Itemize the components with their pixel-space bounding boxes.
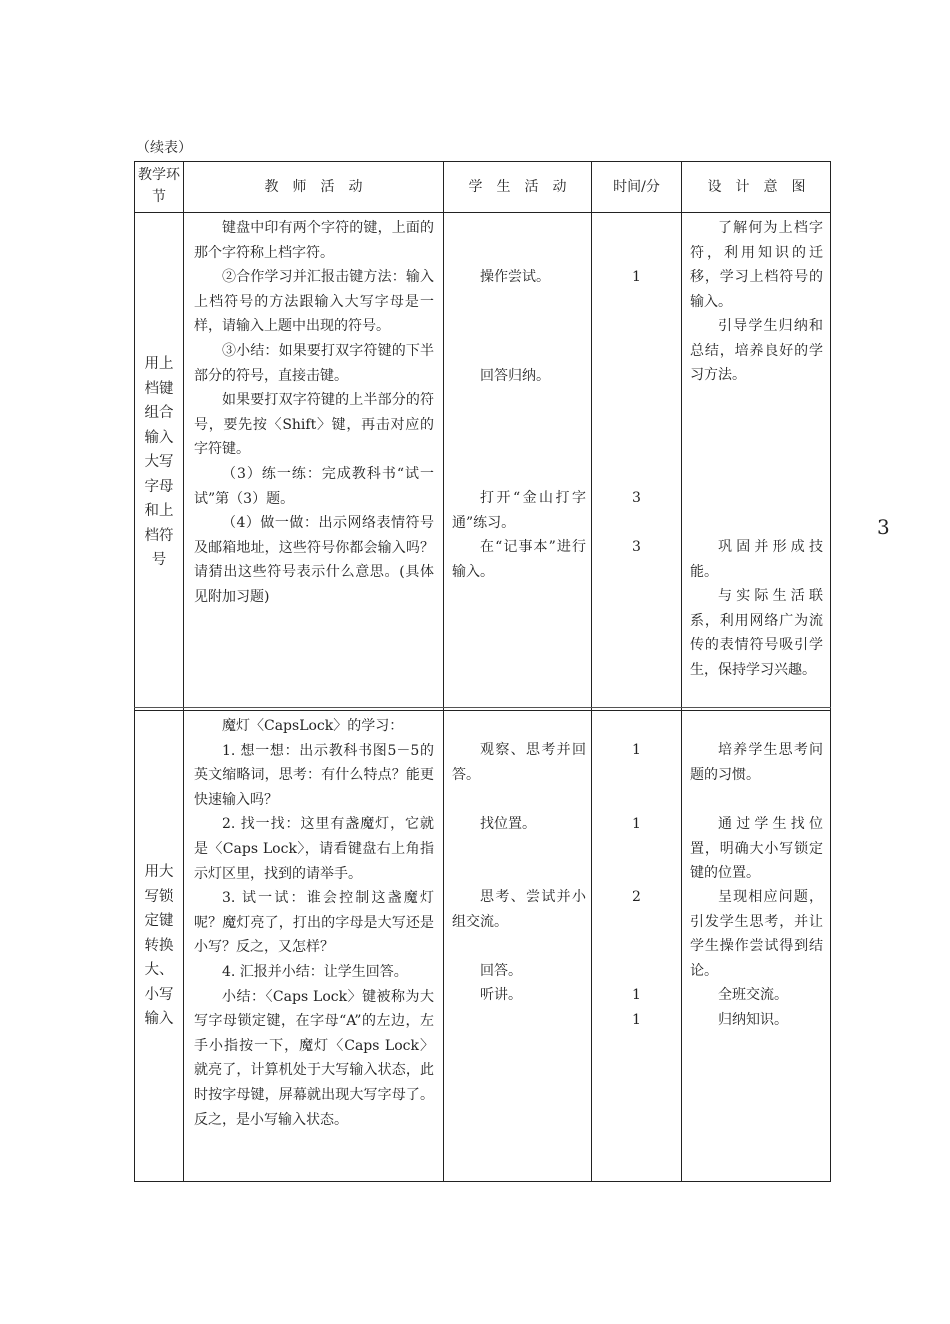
row1-student-item: 在“记事本”进行输入。 bbox=[452, 539, 586, 580]
row2-student-item: 找位置。 bbox=[480, 816, 536, 832]
row2-teacher-para: 1. 想一想：出示教科书图5－5的英文缩略词，思考：有什么特点？能更快速输入吗？ bbox=[194, 742, 434, 808]
row2-teacher-para: 4. 汇报并小结：让学生回答。 bbox=[222, 963, 408, 980]
row2-time: 1 bbox=[632, 987, 641, 1003]
row2-time: 1 bbox=[632, 816, 641, 832]
row2-design-item: 归纳知识。 bbox=[718, 1012, 788, 1028]
header-teacher: 教 师 活 动 bbox=[264, 179, 363, 195]
row2-student-item: 观察、思考并回答。 bbox=[452, 742, 586, 783]
row2-student-item: 听讲。 bbox=[480, 987, 522, 1003]
row2-student-item: 回答。 bbox=[480, 963, 522, 979]
column-divider bbox=[183, 161, 184, 1182]
header-design: 设 计 意 图 bbox=[707, 179, 806, 195]
row2-student-item: 思考、尝试并小组交流。 bbox=[452, 889, 586, 930]
row1-teacher-para: ②合作学习并汇报击键方法：输入上档符号的方法跟输入大写字母是一样，请输入上题中出现的符号。 bbox=[194, 269, 434, 335]
row1-teacher-para: （3）练一练：完成教科书“试一试”第（3）题。 bbox=[194, 465, 434, 507]
row1-teacher-activity bbox=[194, 216, 434, 610]
row2-teacher-para: 魔灯〈CapsLock〉的学习： bbox=[222, 718, 404, 734]
row1-teacher-para: （4）做一做：出示网络表情符号及邮箱地址，这些符号你都会输入吗？请猜出这些符号表示什么意思。(具体见附加习题) bbox=[194, 515, 434, 605]
page-number: 3 bbox=[877, 515, 890, 539]
column-divider bbox=[681, 161, 682, 1182]
header-student: 学 生 活 动 bbox=[468, 179, 567, 195]
row1-time: 3 bbox=[632, 490, 641, 506]
row2-design-item: 培养学生思考问题的习惯。 bbox=[690, 742, 823, 783]
column-divider bbox=[443, 161, 444, 1182]
row-divider bbox=[134, 707, 831, 708]
header-stage: 教学环节 bbox=[138, 167, 180, 205]
row2-teacher-para: 小结：〈Caps Lock〉键被称为大写字母锁定键，在字母“A”的左边，左手小指按一下，魔灯〈Caps Lock〉就亮了，计算机处于大写输入状态，此时按字母键，屏幕就出现大写字母了。反之，是小写输入状态。 bbox=[194, 988, 434, 1128]
row1-teacher-para: ③小结：如果要打双字符键的下半部分的符号，直接击键。 bbox=[194, 342, 434, 384]
row1-design-item: 了解何为上档字符，利用知识的迁移，学习上档符号的输入。 bbox=[690, 220, 823, 310]
row2-time: 2 bbox=[632, 889, 641, 905]
row2-time: 1 bbox=[632, 1012, 641, 1028]
row2-design-item: 通过学生找位置，明确大小写锁定键的位置。 bbox=[690, 816, 823, 882]
row1-teacher-para: 键盘中印有两个字符的键，上面的那个字符称上档字符。 bbox=[194, 220, 434, 261]
row1-student-item: 打开“金山打字通”练习。 bbox=[452, 490, 586, 531]
header-divider bbox=[134, 212, 831, 213]
row1-design-item: 与实际生活联系，利用网络广为流传的表情符号吸引学生，保持学习兴趣。 bbox=[690, 588, 823, 678]
row1-design-item: 巩固并形成技能。 bbox=[690, 539, 823, 580]
row1-design-item: 引导学生归纳和总结，培养良好的学习方法。 bbox=[690, 318, 823, 384]
row2-stage: 用大写锁定键转换大、小写输入 bbox=[144, 864, 174, 1027]
header-time: 时间/分 bbox=[613, 179, 660, 195]
row2-design-item: 呈现相应问题，引发学生思考，并让学生操作尝试得到结论。 bbox=[690, 889, 823, 979]
row1-teacher-para: 如果要打双字符键的上半部分的符号，要先按〈Shift〉键，再击对应的字符键。 bbox=[194, 392, 434, 458]
table-caption: （续表） bbox=[136, 140, 192, 156]
row2-design-item: 全班交流。 bbox=[718, 987, 788, 1003]
row2-teacher-activity bbox=[194, 714, 434, 1132]
row-divider bbox=[134, 710, 831, 711]
row2-teacher-para: 2. 找一找：这里有盏魔灯，它就是〈Caps Lock〉，请看键盘右上角指示灯区里，找到的请举手。 bbox=[194, 816, 434, 882]
row2-teacher-para: 3. 试一试：谁会控制这盏魔灯呢？魔灯亮了，打出的字母是大写还是小写？反之，又怎样？ bbox=[194, 890, 434, 956]
row2-time: 1 bbox=[632, 742, 641, 758]
row1-time: 3 bbox=[632, 539, 641, 555]
row1-stage: 用上档键组合输入大写字母和上档符号 bbox=[144, 356, 174, 568]
row1-student-item: 回答归纳。 bbox=[480, 368, 550, 384]
row1-time: 1 bbox=[632, 269, 641, 285]
row1-student-item: 操作尝试。 bbox=[480, 269, 550, 285]
